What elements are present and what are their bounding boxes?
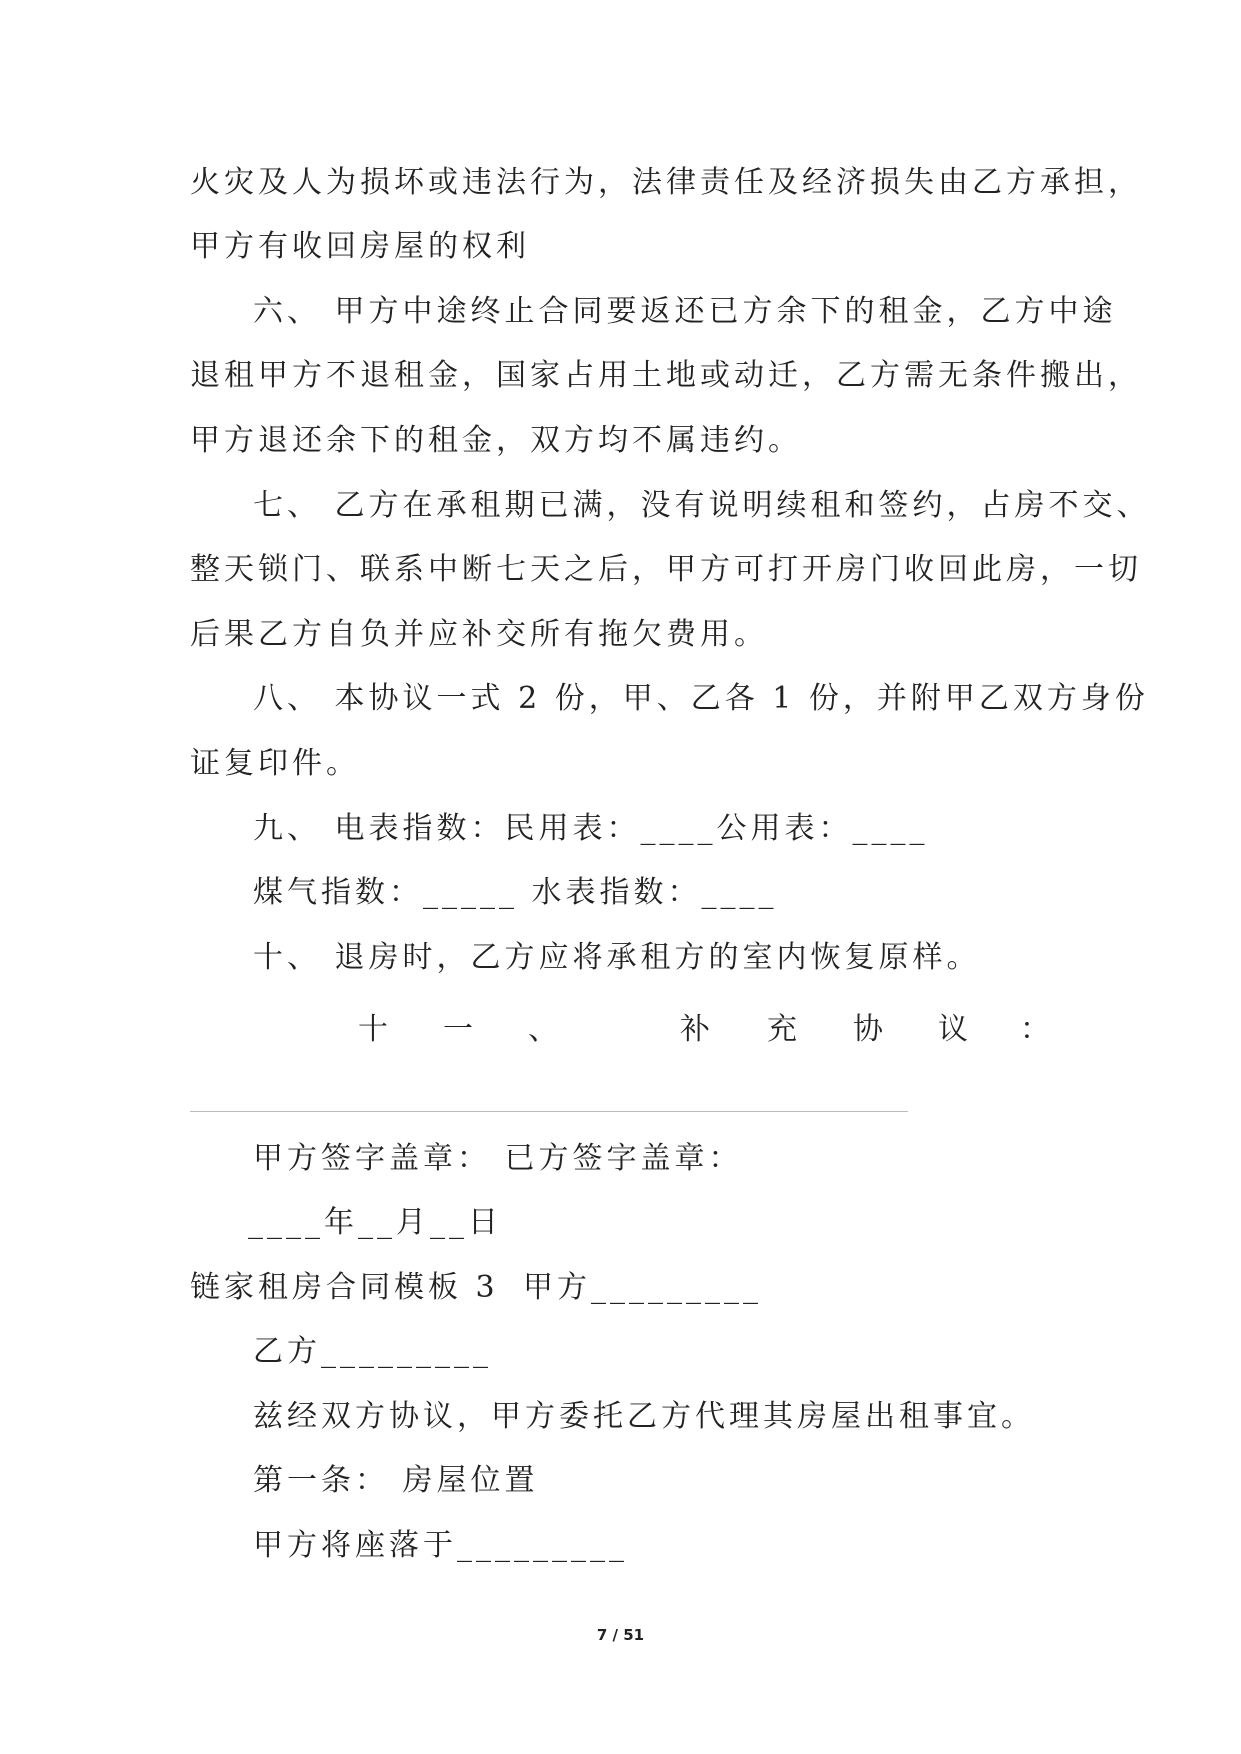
clause-10-line: 十、 退房时，乙方应将承租方的室内恢复原样。 xyxy=(253,940,981,975)
clause-6-line: 六、 甲方中途终止合同要返还已方余下的租金，乙方中途 xyxy=(253,294,1117,329)
text-line: 证复印件。 xyxy=(190,746,360,781)
text-line: 甲方有收回房屋的权利 xyxy=(190,229,530,264)
supplement-blank-line xyxy=(190,1111,908,1112)
party-b-field: 乙方_________ xyxy=(253,1334,492,1369)
clause-8-line: 八、 本协议一式 2 份，甲、乙各 1 份，并附甲乙双方身份 xyxy=(253,681,1149,716)
gas-water-meter-line: 煤气指数：_____ 水表指数：____ xyxy=(253,875,778,910)
signature-line: 甲方签字盖章： 已方签字盖章： xyxy=(253,1141,743,1176)
supplement-char: 议 xyxy=(938,1012,968,1047)
party-a-field: 甲方_________ xyxy=(523,1270,762,1305)
supplement-char: 、 xyxy=(528,1012,558,1047)
template-title: 链家租房合同模板 3 xyxy=(190,1270,499,1305)
page-number: 7 / 51 xyxy=(596,1626,645,1644)
text-line: 整天锁门、联系中断七天之后，甲方可打开房门收回此房，一切 xyxy=(190,552,1142,587)
supplement-char: 补 xyxy=(680,1012,710,1047)
text-line: 甲方退还余下的租金，双方均不属违约。 xyxy=(190,423,802,458)
location-field: 甲方将座落于_________ xyxy=(253,1528,628,1563)
date-line: ____年__月__日 xyxy=(248,1205,502,1240)
supplement-char: 一 xyxy=(443,1012,473,1047)
supplement-char: 充 xyxy=(767,1012,797,1047)
text-line: 火灾及人为损坏或违法行为，法律责任及经济损失由乙方承担， xyxy=(190,165,1142,200)
text-line: 后果乙方自负并应补交所有拖欠费用。 xyxy=(190,617,768,652)
text-line: 退租甲方不退租金，国家占用土地或动迁，乙方需无条件搬出， xyxy=(190,358,1142,393)
clause-7-line: 七、 乙方在承租期已满，没有说明续租和签约，占房不交、 xyxy=(253,488,1151,523)
supplement-char: ： xyxy=(1020,1012,1050,1047)
article-1-heading: 第一条： 房屋位置 xyxy=(253,1463,539,1498)
supplement-char: 十 xyxy=(358,1012,388,1047)
agreement-line: 兹经双方协议，甲方委托乙方代理其房屋出租事宜。 xyxy=(253,1399,1035,1434)
supplement-char: 协 xyxy=(853,1012,883,1047)
clause-9-meter-line: 九、 电表指数：民用表：____公用表：____ xyxy=(253,811,929,846)
